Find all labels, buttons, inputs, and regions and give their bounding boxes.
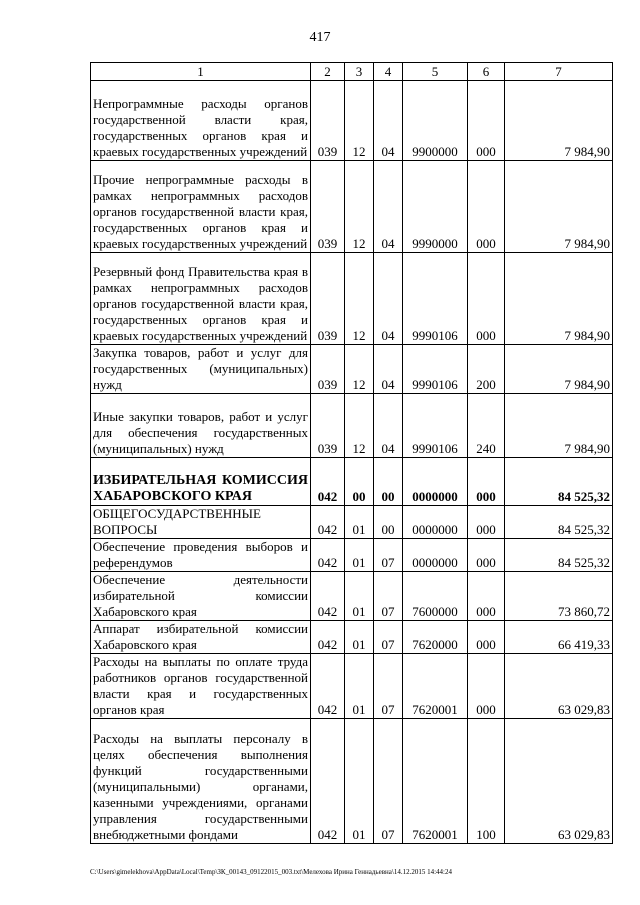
row-name: Прочие непрограммные расходы в рамках непрограммных расходов органов государственной власти края, государственных органов края и краевых государственных учреждений (91, 161, 311, 253)
col-subsection: 04 (374, 161, 403, 253)
page-number: 417 (309, 30, 331, 45)
table-row (91, 654, 613, 719)
col-target: 0000000 (403, 506, 468, 539)
col-amount: 7 984,90 (505, 161, 613, 253)
col-subsection: 04 (374, 345, 403, 394)
col-amount: 63 029,83 (505, 654, 613, 719)
col-section: 12 (345, 394, 374, 458)
header-row (91, 63, 613, 81)
col-expense-type: 200 (468, 345, 505, 394)
col-ministry: 042 (311, 654, 345, 719)
header-cell: 6 (468, 63, 505, 81)
footer-file-path: C:\Users\gimelekhova\AppData\Local\Temp\ЗК_00143_09122015_003.txt\Мелехова Ирина Геннадьевна\14.12.2015 14:44:24 (90, 868, 452, 876)
col-section: 12 (345, 345, 374, 394)
col-subsection: 04 (374, 394, 403, 458)
col-ministry: 039 (311, 394, 345, 458)
table-row (91, 572, 613, 621)
col-target: 9990000 (403, 161, 468, 253)
col-ministry: 042 (311, 719, 345, 844)
header-cell: 7 (505, 63, 613, 81)
col-ministry: 042 (311, 539, 345, 572)
row-name: Иные закупки товаров, работ и услуг для обеспечения государственных (муниципальных) нужд (91, 394, 311, 458)
col-expense-type: 000 (468, 458, 505, 506)
col-subsection: 07 (374, 654, 403, 719)
col-amount: 84 525,32 (505, 458, 613, 506)
col-subsection: 04 (374, 253, 403, 345)
col-expense-type: 000 (468, 621, 505, 654)
col-subsection: 07 (374, 621, 403, 654)
col-amount: 63 029,83 (505, 719, 613, 844)
col-amount: 73 860,72 (505, 572, 613, 621)
col-expense-type: 000 (468, 539, 505, 572)
col-section: 12 (345, 81, 374, 161)
col-subsection: 00 (374, 506, 403, 539)
col-subsection: 07 (374, 719, 403, 844)
header-cell: 4 (374, 63, 403, 81)
col-subsection: 07 (374, 572, 403, 621)
col-ministry: 039 (311, 253, 345, 345)
table-row (91, 506, 613, 539)
header-cell: 1 (91, 63, 311, 81)
col-ministry: 039 (311, 161, 345, 253)
col-ministry: 042 (311, 506, 345, 539)
col-expense-type: 240 (468, 394, 505, 458)
col-section: 01 (345, 539, 374, 572)
col-subsection: 00 (374, 458, 403, 506)
col-target: 0000000 (403, 458, 468, 506)
col-target: 9990106 (403, 394, 468, 458)
col-ministry: 039 (311, 81, 345, 161)
col-amount: 7 984,90 (505, 394, 613, 458)
col-amount: 7 984,90 (505, 345, 613, 394)
table-row (91, 458, 613, 506)
header-cell: 3 (345, 63, 374, 81)
col-section: 01 (345, 719, 374, 844)
col-expense-type: 000 (468, 654, 505, 719)
col-target: 0000000 (403, 539, 468, 572)
table-row (91, 539, 613, 572)
row-name: ИЗБИРАТЕЛЬНАЯ КОМИССИЯ ХАБАРОВСКОГО КРАЯ (91, 458, 311, 506)
col-section: 00 (345, 458, 374, 506)
row-name: Обеспечение деятельности избирательной комиссии Хабаровского края (91, 572, 311, 621)
table-row (91, 719, 613, 844)
col-expense-type: 100 (468, 719, 505, 844)
row-name: Закупка товаров, работ и услуг для государственных (муниципальных) нужд (91, 345, 311, 394)
budget-table (90, 62, 613, 844)
table-row (91, 621, 613, 654)
col-expense-type: 000 (468, 81, 505, 161)
header-cell: 2 (311, 63, 345, 81)
col-expense-type: 000 (468, 161, 505, 253)
col-section: 01 (345, 621, 374, 654)
table-row (91, 345, 613, 394)
col-section: 12 (345, 161, 374, 253)
row-name: Аппарат избирательной комиссии Хабаровского края (91, 621, 311, 654)
col-target: 9900000 (403, 81, 468, 161)
col-amount: 84 525,32 (505, 539, 613, 572)
col-amount: 7 984,90 (505, 253, 613, 345)
row-name: Непрограммные расходы органов государственной власти края, государственных органов края и краевых государственных учреждений (91, 81, 311, 161)
col-target: 9990106 (403, 345, 468, 394)
col-ministry: 039 (311, 345, 345, 394)
col-target: 7620001 (403, 719, 468, 844)
row-name: ОБЩЕГОСУДАРСТВЕННЫЕ ВОПРОСЫ (91, 506, 311, 539)
col-section: 01 (345, 654, 374, 719)
table-row (91, 81, 613, 161)
col-expense-type: 000 (468, 572, 505, 621)
col-section: 01 (345, 572, 374, 621)
col-amount: 66 419,33 (505, 621, 613, 654)
row-name: Расходы на выплаты по оплате труда работников органов государственной власти края и государственных органов края (91, 654, 311, 719)
col-target: 7620000 (403, 621, 468, 654)
col-expense-type: 000 (468, 253, 505, 345)
header-cell: 5 (403, 63, 468, 81)
col-ministry: 042 (311, 572, 345, 621)
col-target: 7600000 (403, 572, 468, 621)
col-expense-type: 000 (468, 506, 505, 539)
col-subsection: 07 (374, 539, 403, 572)
table-row (91, 394, 613, 458)
col-section: 12 (345, 253, 374, 345)
row-name: Обеспечение проведения выборов и референдумов (91, 539, 311, 572)
col-ministry: 042 (311, 458, 345, 506)
col-amount: 7 984,90 (505, 81, 613, 161)
row-name: Резервный фонд Правительства края в рамках непрограммных расходов органов государственной власти края, государственных органов края и краевых государственных учреждений (91, 253, 311, 345)
table-row (91, 161, 613, 253)
col-target: 9990106 (403, 253, 468, 345)
col-section: 01 (345, 506, 374, 539)
table-row (91, 253, 613, 345)
row-name: Расходы на выплаты персоналу в целях обеспечения выполнения функций государственными (муниципальными) органами, казенными учреждениями, органами управления государственными внебюджетными фондами (91, 719, 311, 844)
col-subsection: 04 (374, 81, 403, 161)
col-amount: 84 525,32 (505, 506, 613, 539)
col-target: 7620001 (403, 654, 468, 719)
col-ministry: 042 (311, 621, 345, 654)
